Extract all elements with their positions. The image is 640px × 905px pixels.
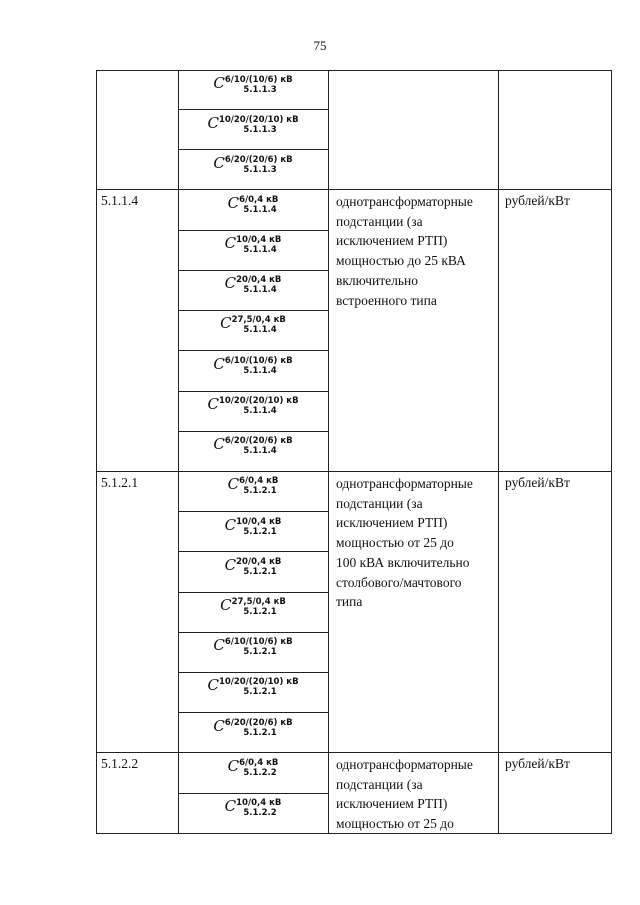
formula-row-rule <box>178 793 329 794</box>
row-unit: рублей/кВт <box>505 756 570 771</box>
formula-row-rule <box>178 672 329 673</box>
formula-row-rule <box>178 270 329 271</box>
formula-symbol: $C^{20/0,4 кВ}$ 5.1.2.1 <box>224 556 282 577</box>
row-code: 5.1.1.4 <box>101 193 139 208</box>
table-divider-2 <box>328 70 329 834</box>
formula-row-rule <box>178 149 329 150</box>
formula-row-rule <box>178 391 329 392</box>
formula-row-rule <box>178 431 329 432</box>
section-rule <box>96 189 612 190</box>
formula-symbol: $C^{27,5/0,4 кВ}$ 5.1.1.4 <box>220 314 286 335</box>
formula-row-rule <box>178 551 329 552</box>
formula-symbol: $C^{6/20/(20/6) кВ}$ 5.1.1.3 <box>213 154 293 175</box>
table-border-left <box>96 70 97 834</box>
row-unit: рублей/кВт <box>505 193 570 208</box>
formula-symbol: $C^{6/20/(20/6) кВ}$ 5.1.1.4 <box>213 435 293 456</box>
row-description: однотрансформаторные подстанции (за исключением РТП) мощностью от 25 до <box>336 757 473 832</box>
formula-row-rule <box>178 350 329 351</box>
formula-symbol: $C^{6/20/(20/6) кВ}$ 5.1.2.1 <box>213 717 293 738</box>
formula-symbol: $C^{10/0,4 кВ}$ 5.1.2.1 <box>224 516 282 537</box>
formula-symbol: $C^{10/20/(20/10) кВ}$ 5.1.1.4 <box>207 395 299 416</box>
formula-symbol: $C^{6/10/(10/6) кВ}$ 5.1.1.4 <box>213 355 293 376</box>
formula-symbol: $C^{27,5/0,4 кВ}$ 5.1.2.1 <box>220 596 286 617</box>
formula-symbol: $C^{10/20/(20/10) кВ}$ 5.1.1.3 <box>207 114 299 135</box>
row-description: однотрансформаторные подстанции (за исключением РТП) мощностью от 25 до 100 кВА включительно столбового/мачтового типа <box>336 476 473 610</box>
formula-symbol: $C^{10/0,4 кВ}$ 5.1.1.4 <box>224 234 282 255</box>
page-number: 75 <box>313 38 327 53</box>
formula-row-rule <box>178 230 329 231</box>
row-code: 5.1.2.2 <box>101 756 139 771</box>
formula-row-rule <box>178 310 329 311</box>
formula-row-rule <box>178 511 329 512</box>
row-unit: рублей/кВт <box>505 475 570 490</box>
formula-symbol: $C^{10/20/(20/10) кВ}$ 5.1.2.1 <box>207 676 299 697</box>
formula-symbol: $C^{6/0,4 кВ}$ 5.1.2.1 <box>227 475 279 496</box>
row-code: 5.1.2.1 <box>101 475 139 490</box>
formula-row-rule <box>178 712 329 713</box>
formula-row-rule <box>178 109 329 110</box>
formula-row-rule <box>178 632 329 633</box>
formula-symbol: $C^{6/10/(10/6) кВ}$ 5.1.2.1 <box>213 636 293 657</box>
table-border-top <box>96 70 612 71</box>
section-rule <box>96 471 612 472</box>
formula-symbol: $C^{10/0,4 кВ}$ 5.1.2.2 <box>224 797 282 818</box>
formula-symbol: $C^{20/0,4 кВ}$ 5.1.1.4 <box>224 274 282 295</box>
table-divider-3 <box>498 70 499 834</box>
row-description: однотрансформаторные подстанции (за исключением РТП) мощностью до 25 кВА включительно встроенного типа <box>336 194 473 308</box>
formula-symbol: $C^{6/0,4 кВ}$ 5.1.2.2 <box>227 757 279 778</box>
formula-symbol: $C^{6/0,4 кВ}$ 5.1.1.4 <box>227 194 279 215</box>
formula-symbol: $C^{6/10/(10/6) кВ}$ 5.1.1.3 <box>213 74 293 95</box>
section-rule <box>96 752 612 753</box>
formula-row-rule <box>178 592 329 593</box>
table-border-right <box>611 70 612 834</box>
